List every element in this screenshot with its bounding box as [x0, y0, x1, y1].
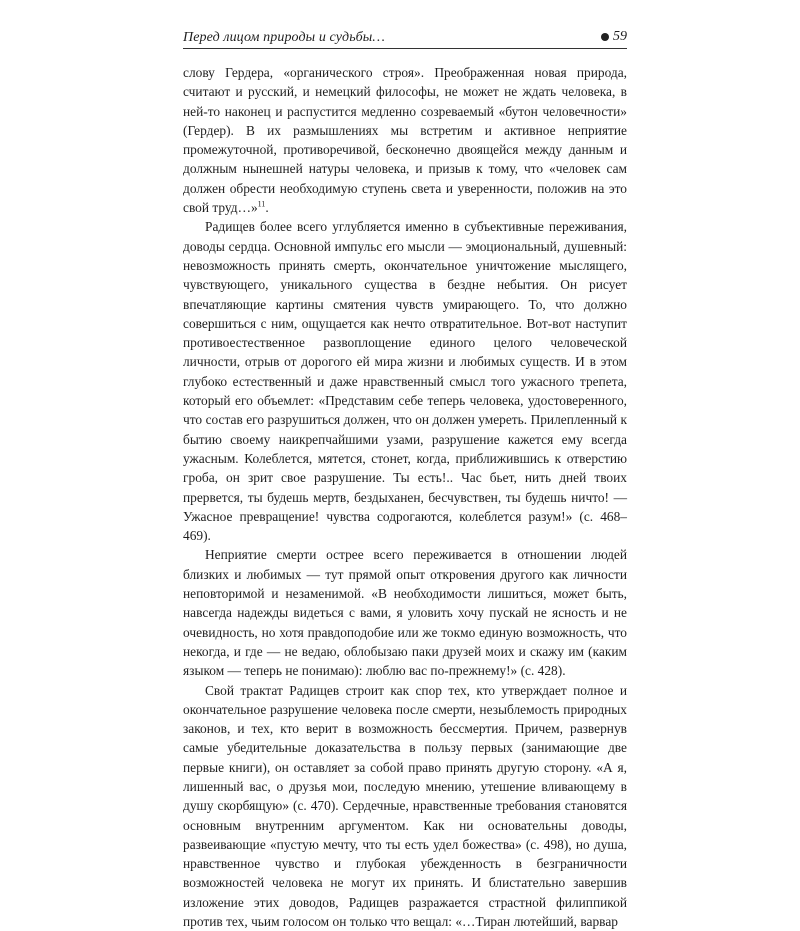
footnote-ref: 11 [258, 200, 266, 209]
page-number-text: 59 [613, 29, 627, 45]
paragraph-2: Радищев более всего углубляется именно в субъективные переживания, доводы сердца. Основной импульс его мысли — эмоциональный, душевный: невозможность принять смерть, окончательное уничтожение мыслящего, чувствующего, уникального существа в бездне небытия. Он рисует впечатляющие картины смятения чувств умирающего. То, что должно совершиться с ним, ощущается как нечто отвратительное. Вот-вот наступит противоестественное развоплощение единого целого человеческой личности, отрыв от дорогого ей мира жизни и любимых существ. И в этом глубоко естественный и даже нравственный смысл того ужасного трепета, который его объемлет: «Представим себе теперь человека, удостоверенного, что состав его разрушиться должен, что он должен умереть. Прилепленный к бытию своему наикрепчайшими узами, разрушение кажется ему всегда ужасным. Колеблется, мятется, стонет, когда, приближившись к отверстию гроба, он зрит свое разрушение. Ты есть!.. Час бьет, нить дней твоих прервется, ты будешь мертв, бездыханен, бесчувствен, ты будешь ничто! — Ужасное превращение! чувства содрогаются, колеблется разум!» (с. 468–469). [183, 217, 627, 545]
paragraph-3: Неприятие смерти острее всего переживается в отношении людей близких и любимых — тут прямой опыт откровения другого как личности неповторимой и незаменимой. «В необходимости лишиться, может быть, навсегда надежды видеться с вами, я уловить хочу пускай не ясность и не очевидность, но хотя правдоподобие или же токмо единую возможность, что некогда, и где — не ведаю, облобызаю паки друзей моих и скажу им (каким языком — теперь не понимаю): люблю вас по-прежнему!» (с. 428). [183, 545, 627, 680]
running-head-title: Перед лицом природы и судьбы… [183, 30, 385, 46]
body-text [183, 63, 627, 931]
header-rule [183, 48, 627, 49]
paragraph-1 [183, 63, 627, 217]
running-head [183, 28, 627, 48]
page-number [601, 29, 627, 45]
paragraph-1-tail: . [265, 200, 268, 215]
bullet-icon [601, 33, 609, 41]
paragraph-1-text: слову Гердера, «органического строя». Преображенная новая природа, считают и русский, и немецкий философы, не может не ждать человека, в ней-то наконец и распустится медленно созреваемый «бутон человечности» (Гердер). В их размышлениях мы встретим и активное неприятие промежуточной, противоречивой, бесконечно двоящейся между данным и должным нынешней натуры человека, и призыв к тому, что «человек сам должен обрести необходимую ступень света и уверенности, положив на это свой труд…» [183, 65, 627, 215]
paragraph-4: Свой трактат Радищев строит как спор тех, кто утверждает полное и окончательное разрушение человека после смерти, незыблемость природных законов, и тех, кто верит в возможность бессмертия. Причем, развернув самые убедительные доказательства в пользу первых (занимающие две первые книги), он оставляет за собой право принять другую сторону. «А я, лишенный вас, о друзья мои, последую мнению, утешение вливающему в душу скорбящую» (с. 470). Сердечные, нравственные требования становятся основным внутренним аргументом. Как ни основательны доводы, развеивающие «пустую мечту, что ты есть удел божества» (с. 498), но душа, нравственное чувство и глубокая убежденность в безграничности возможностей человека не могут их принять. И блистательно завершив изложение этих доводов, Радищев разражается страстной филиппикой против тех, чьим голосом он только что вещал: «…Тиран лютейший, варвар [183, 681, 627, 931]
